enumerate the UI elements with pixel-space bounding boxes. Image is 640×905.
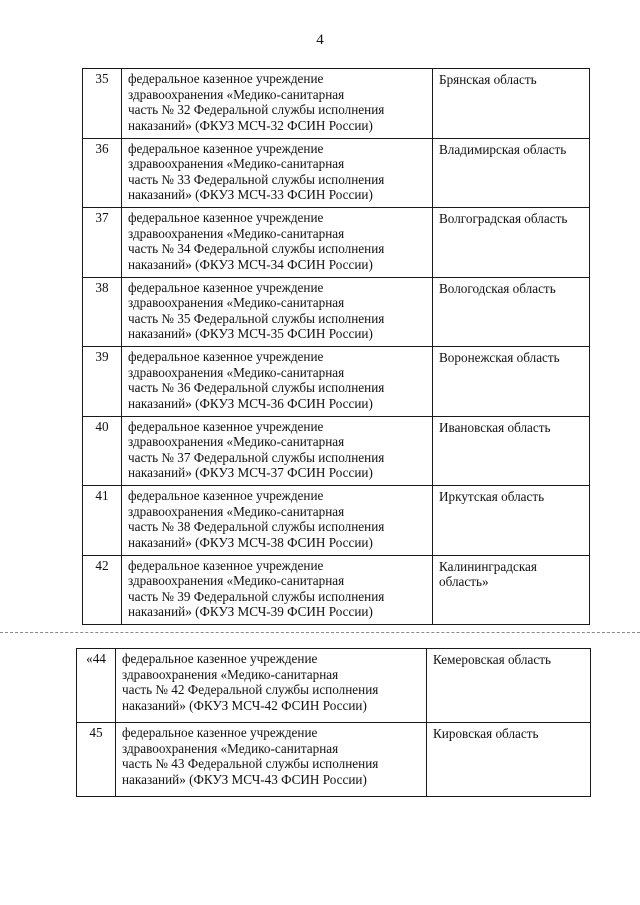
institution-name-line: федеральное казенное учреждение: [122, 651, 318, 666]
institution-name-line: здравоохранения «Медико-санитарная: [128, 434, 345, 449]
row-number: 39: [83, 347, 122, 417]
table-row: [83, 138, 590, 208]
row-number: 40: [83, 416, 122, 486]
institution-name-cell: [122, 69, 433, 139]
institution-name-line: федеральное казенное учреждение: [128, 279, 324, 295]
table-row: [83, 555, 590, 625]
institution-name-line: федеральное казенное учреждение: [128, 349, 324, 364]
institution-name-line: федеральное казенное учреждение: [128, 210, 324, 225]
institution-name-line: наказаний» (ФКУЗ МСЧ-43 ФСИН России): [122, 771, 367, 787]
table-row: [83, 347, 590, 417]
institution-name-line: здравоохранения «Медико-санитарная: [128, 156, 345, 171]
institution-name-cell: [122, 416, 433, 486]
institution-name-line: федеральное казенное учреждение: [128, 418, 324, 434]
institution-name-line: здравоохранения «Медико-санитарная: [128, 86, 345, 102]
institution-name-cell: [122, 277, 433, 347]
institution-name-line: наказаний» (ФКУЗ МСЧ-38 ФСИН России): [128, 534, 373, 550]
institution-name-line: здравоохранения «Медико-санитарная: [122, 666, 339, 682]
institution-name-line: часть № 34 Федеральной службы исполнения: [128, 241, 385, 256]
institution-name-line: наказаний» (ФКУЗ МСЧ-35 ФСИН России): [128, 326, 373, 341]
institution-name-cell: [122, 555, 433, 625]
institution-name-line: часть № 39 Федеральной службы исполнения: [128, 588, 385, 604]
institution-name-line: здравоохранения «Медико-санитарная: [128, 503, 345, 519]
institution-name-line: наказаний» (ФКУЗ МСЧ-36 ФСИН России): [128, 395, 373, 411]
institution-name-line: часть № 42 Федеральной службы исполнения: [122, 682, 379, 697]
institution-name-line: наказаний» (ФКУЗ МСЧ-37 ФСИН России): [128, 465, 373, 480]
table-row: [77, 723, 591, 797]
institution-name-cell: [122, 138, 433, 208]
region-cell: Брянская область: [433, 69, 590, 139]
institution-name-line: здравоохранения «Медико-санитарная: [128, 573, 345, 588]
institution-name-line: наказаний» (ФКУЗ МСЧ-39 ФСИН России): [128, 604, 373, 619]
institution-name-line: здравоохранения «Медико-санитарная: [122, 740, 339, 756]
region-cell: Ивановская область: [433, 416, 590, 486]
region-cell: Владимирская область: [433, 138, 590, 208]
institution-name-line: часть № 35 Федеральной службы исполнения: [128, 310, 385, 326]
institution-name-line: наказаний» (ФКУЗ МСЧ-33 ФСИН России): [128, 187, 373, 202]
row-number: 38: [83, 277, 122, 347]
institution-name-line: федеральное казенное учреждение: [128, 557, 324, 573]
institution-name-line: федеральное казенное учреждение: [122, 725, 318, 740]
institution-name-cell: [122, 486, 433, 556]
region-cell: Иркутская область: [433, 486, 590, 556]
institution-name-line: часть № 37 Федеральной службы исполнения: [128, 449, 385, 465]
region-cell: Волгоградская область: [433, 208, 590, 278]
institution-name-line: часть № 36 Федеральной службы исполнения: [128, 380, 385, 395]
region-cell: Воронежская область: [433, 347, 590, 417]
table-row: [83, 486, 590, 556]
institution-name-line: наказаний» (ФКУЗ МСЧ-34 ФСИН России): [128, 256, 373, 272]
row-number: 35: [83, 69, 122, 139]
institution-name-line: наказаний» (ФКУЗ МСЧ-42 ФСИН России): [122, 697, 367, 713]
table-row: [83, 277, 590, 347]
institution-name-line: федеральное казенное учреждение: [128, 71, 324, 86]
institution-name-line: наказаний» (ФКУЗ МСЧ-32 ФСИН России): [128, 117, 373, 133]
institution-name-line: здравоохранения «Медико-санитарная: [128, 364, 345, 380]
institution-name-line: часть № 32 Федеральной службы исполнения: [128, 102, 385, 117]
table-top-body: [83, 69, 590, 625]
institution-name-line: федеральное казенное учреждение: [128, 488, 324, 503]
institutions-table-top: [82, 68, 590, 625]
institution-name-line: здравоохранения «Медико-санитарная: [128, 225, 345, 241]
table-row: [77, 649, 591, 723]
institution-name-cell: [116, 723, 427, 797]
table-row: [83, 69, 590, 139]
cut-line-divider: [0, 632, 640, 633]
row-number: 45: [77, 723, 116, 797]
row-number: «44: [77, 649, 116, 723]
institution-name-line: здравоохранения «Медико-санитарная: [128, 295, 345, 310]
table-row: [83, 416, 590, 486]
institution-name-cell: [122, 347, 433, 417]
region-cell: Кемеровская область: [427, 649, 591, 723]
page-number: 4: [316, 32, 324, 48]
institution-name-line: часть № 43 Федеральной службы исполнения: [122, 756, 379, 771]
table-bottom-body: [77, 649, 591, 797]
institution-name-cell: [122, 208, 433, 278]
institution-name-line: часть № 38 Федеральной службы исполнения: [128, 519, 385, 534]
institution-name-line: часть № 33 Федеральной службы исполнения: [128, 171, 385, 187]
region-cell: Вологодская область: [433, 277, 590, 347]
region-cell: Кировская область: [427, 723, 591, 797]
institution-name-line: федеральное казенное учреждение: [128, 140, 324, 156]
region-cell: Калининградская область»: [433, 555, 590, 625]
row-number: 41: [83, 486, 122, 556]
table-row: [83, 208, 590, 278]
row-number: 42: [83, 555, 122, 625]
institutions-table-bottom: [76, 648, 591, 797]
row-number: 36: [83, 138, 122, 208]
institution-name-cell: [116, 649, 427, 723]
row-number: 37: [83, 208, 122, 278]
